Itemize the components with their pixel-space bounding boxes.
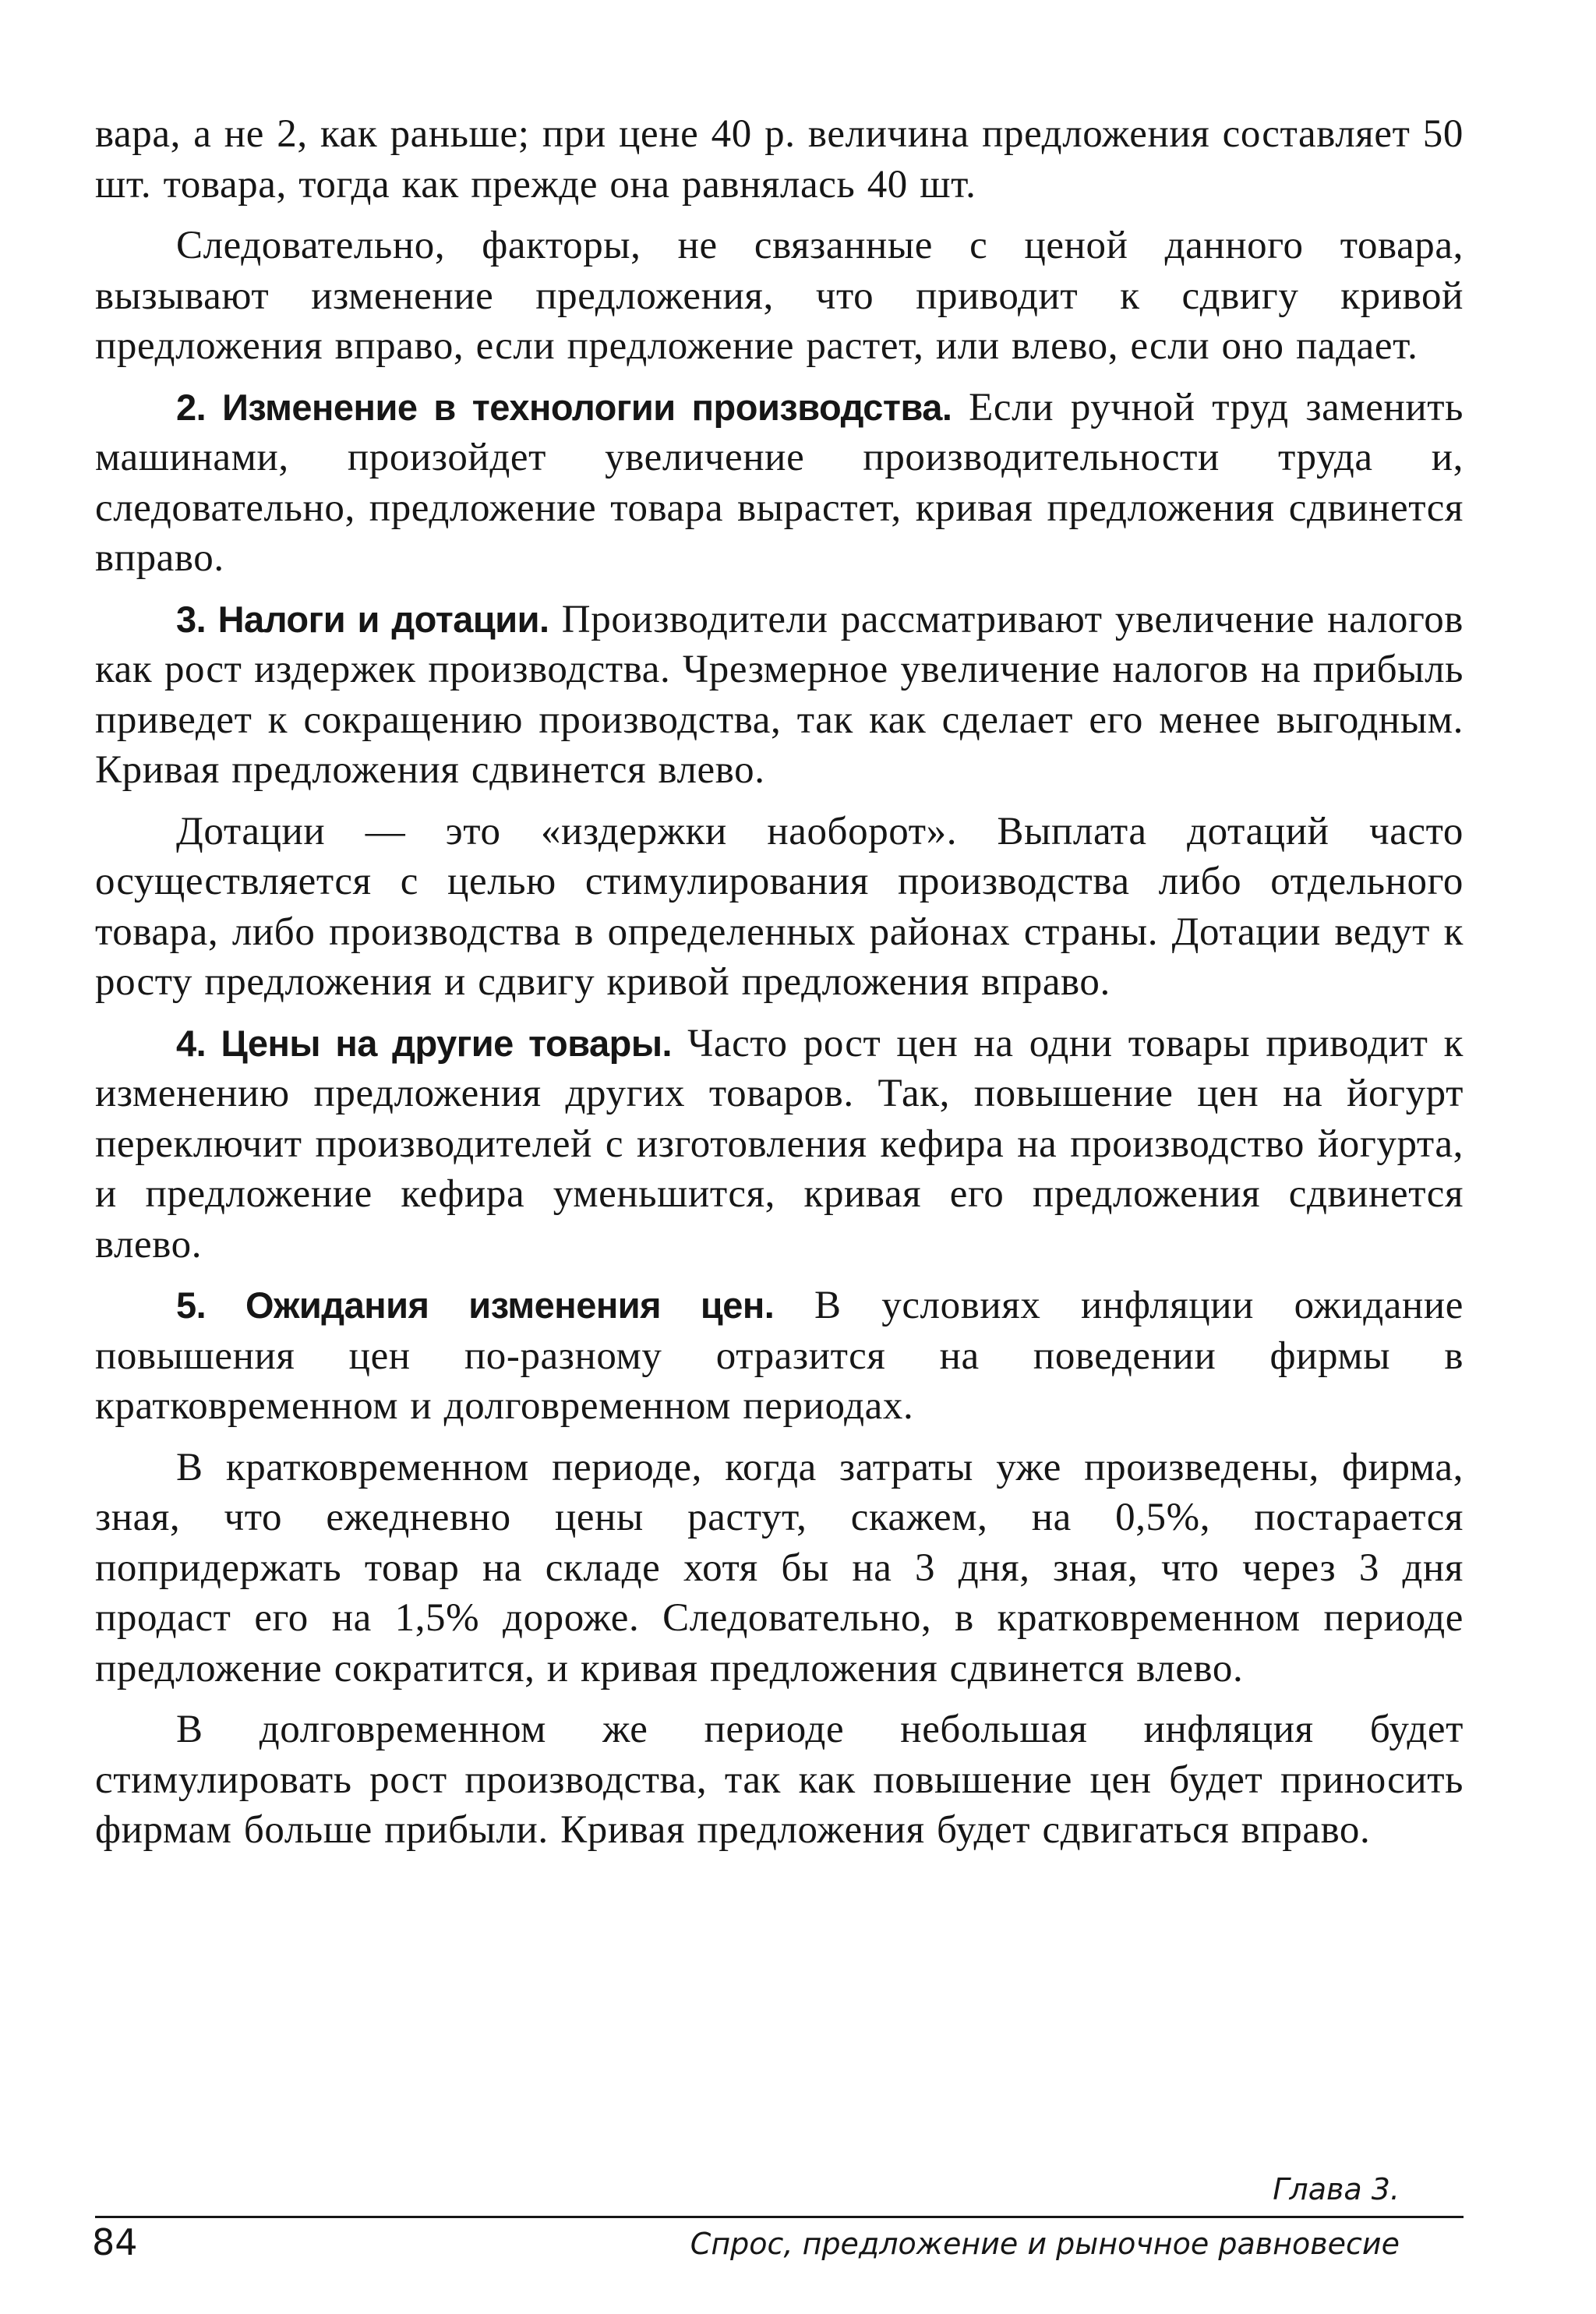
paragraph-3 bbox=[95, 383, 1464, 584]
paragraph-9 bbox=[95, 1705, 1464, 1856]
paragraph-text: Следовательно, факторы, не связанные с ценой данного товара, вызывают изменение предложения, что приводит к сдвигу кривой предложения вправо, если предложение растет, или влево, если оно падает. bbox=[95, 224, 1464, 368]
paragraph-text: В кратковременном периоде, когда затраты уже произведены, фирма, зная, что ежедневно цены растут, скажем, на 0,5%, постарается попридержать товар на складе хотя бы на 3 дня, зная, что через 3 дня продаст его на 1,5% дороже. Следовательно, в кратковременном периоде предложение сократится, и кривая предложения сдвинется влево. bbox=[95, 1445, 1464, 1690]
footer-chapter-label: Глава 3. bbox=[1273, 2172, 1400, 2206]
paragraph-1 bbox=[95, 109, 1464, 210]
paragraph-text: Производители рассматривают увеличение налогов как рост издержек производства. Чрезмерное увеличение налогов на прибыль приведет к сокращению производства, так как сделает его менее выгодным. Кривая предложения сдвинется влево. bbox=[95, 597, 1464, 792]
paragraph-7 bbox=[95, 1281, 1464, 1432]
page-number: 84 bbox=[92, 2221, 138, 2263]
paragraph-4 bbox=[95, 595, 1464, 796]
section-heading-price-expectations: 5. Ожидания изменения цен. bbox=[176, 1284, 775, 1326]
paragraph-text: Часто рост цен на одни товары приводит к изменению предложения других товаров. Так, повышение цен на йогурт переключит производителей с изготовления кефира на производство йогурта, и предложение кефира уменьшится, кривая его предложения сдвинется влево. bbox=[95, 1021, 1464, 1267]
section-heading-technology: 2. Изменение в технологии производства. bbox=[176, 386, 952, 428]
paragraph-text: Дотации — это «издержки наоборот». Выплата дотаций часто осуществляется с целью стимулирования производства либо отдельного товара, либо производства в определенных районах страны. Дотации ведут к росту предложения и сдвигу кривой предложения вправо. bbox=[95, 809, 1464, 1004]
paragraph-text: В долговременном же периоде небольшая инфляция будет стимулировать рост производства, так как повышение цен будет приносить фирмам больше прибыли. Кривая предложения будет сдвигаться вправо. bbox=[95, 1708, 1464, 1852]
paragraph-text: Если ручной труд заменить машинами, произойдет увеличение производительности труда и, следовательно, предложение товара вырастет, кривая предложения сдвинется вправо. bbox=[95, 385, 1464, 580]
page-body bbox=[95, 109, 1464, 1867]
footer-divider bbox=[95, 2216, 1464, 2218]
paragraph-text: вара, а не 2, как раньше; при цене 40 р. величина предложения составляет 50 шт. товара, тогда как прежде она равнялась 40 шт. bbox=[95, 112, 1464, 207]
paragraph-6 bbox=[95, 1019, 1464, 1270]
section-heading-other-goods: 4. Цены на другие товары. bbox=[176, 1022, 673, 1064]
footer-chapter-title: Спрос, предложение и рыночное равновесие bbox=[690, 2227, 1400, 2261]
paragraph-5 bbox=[95, 807, 1464, 1008]
paragraph-8 bbox=[95, 1443, 1464, 1694]
section-heading-taxes: 3. Налоги и дотации. bbox=[176, 598, 549, 640]
paragraph-text: В условиях инфляции ожидание повышения цен по-разному отразится на поведении фирмы в кратковременном и долговременном периодах. bbox=[95, 1284, 1464, 1428]
paragraph-2 bbox=[95, 221, 1464, 372]
